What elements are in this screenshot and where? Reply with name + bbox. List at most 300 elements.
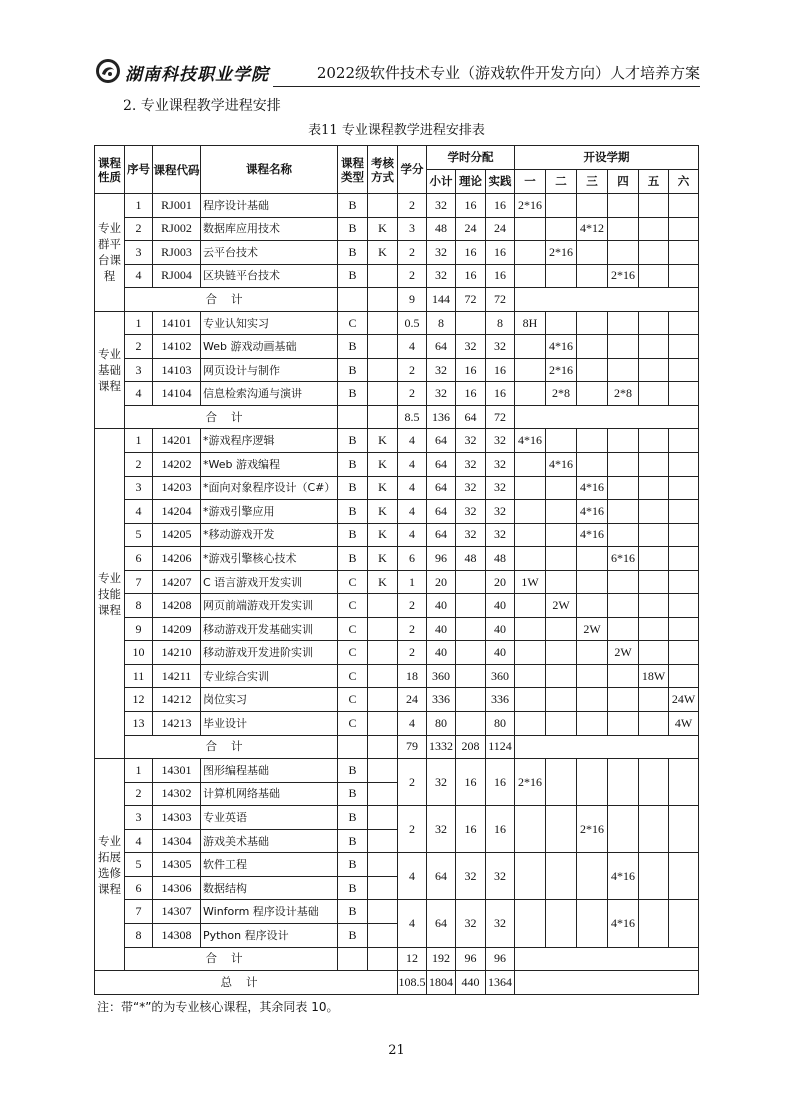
semester-cell: [669, 523, 699, 547]
hours-theory-cell: 64: [456, 405, 486, 429]
hours-total-cell: 32: [427, 241, 456, 265]
seq-cell: 2: [125, 453, 153, 477]
semester-cell: [669, 311, 699, 335]
header-sem-4: 四: [608, 170, 639, 194]
semester-cell: [639, 806, 669, 853]
semester-cell: [577, 382, 608, 406]
hours-total-cell: 32: [427, 382, 456, 406]
hours-total-cell: 64: [427, 500, 456, 524]
hours-practice-cell: 24: [486, 217, 515, 241]
semester-cell: [577, 547, 608, 571]
semester-cell: [577, 664, 608, 688]
subtotal-label: 合计: [125, 735, 338, 759]
code-cell: 14211: [153, 664, 201, 688]
semesters-cell: [515, 971, 699, 995]
category-cell: 专业技能课程: [95, 429, 125, 759]
credit-cell: 2: [398, 759, 427, 806]
table-row: [95, 476, 699, 500]
table-row: [95, 335, 699, 359]
type-cell: B: [338, 335, 368, 359]
hours-theory-cell: 16: [456, 194, 486, 218]
semester-cell: [515, 806, 546, 853]
semester-cell: [608, 664, 639, 688]
course-schedule-table: [94, 145, 699, 995]
table-row: [95, 547, 699, 571]
course-name-cell: 网页设计与制作: [201, 358, 338, 382]
exam-cell: [368, 311, 398, 335]
hours-practice-cell: 336: [486, 688, 515, 712]
type-cell: [338, 947, 368, 971]
credit-cell: 2: [398, 806, 427, 853]
semester-cell: [546, 476, 577, 500]
header-hours-practice: 实践: [486, 170, 515, 194]
semester-cell: [577, 429, 608, 453]
table-row: [95, 759, 699, 783]
page-number: 21: [388, 1043, 405, 1058]
code-cell: 14306: [153, 876, 201, 900]
header-sem-6: 六: [669, 170, 699, 194]
code-cell: 14213: [153, 712, 201, 736]
semester-cell: [669, 641, 699, 665]
semester-cell: [669, 570, 699, 594]
credit-cell: 2: [398, 241, 427, 265]
semester-cell: [546, 500, 577, 524]
hours-theory-cell: 16: [456, 241, 486, 265]
semester-cell: [608, 712, 639, 736]
exam-cell: [368, 688, 398, 712]
hours-practice-cell: 16: [486, 759, 515, 806]
hours-total-cell: 8: [427, 311, 456, 335]
type-cell: B: [338, 829, 368, 853]
credit-cell: 4: [398, 900, 427, 947]
header-exam: 考核方式: [368, 146, 398, 194]
hours-practice-cell: 16: [486, 382, 515, 406]
course-name-cell: *游戏引擎核心技术: [201, 547, 338, 571]
hours-total-cell: 144: [427, 288, 456, 312]
course-name-cell: 云平台技术: [201, 241, 338, 265]
course-name-cell: *游戏程序逻辑: [201, 429, 338, 453]
hours-theory-cell: [456, 311, 486, 335]
category-cell: 专业拓展选修课程: [95, 759, 125, 971]
hours-practice-cell: 32: [486, 900, 515, 947]
hours-theory-cell: 16: [456, 382, 486, 406]
table-row: [95, 664, 699, 688]
semester-cell: [639, 900, 669, 947]
code-cell: 14302: [153, 782, 201, 806]
header-sem-1: 一: [515, 170, 546, 194]
semester-cell: 8H: [515, 311, 546, 335]
hours-total-cell: 40: [427, 617, 456, 641]
semester-cell: [639, 594, 669, 618]
credit-cell: 2: [398, 617, 427, 641]
exam-cell: [368, 759, 398, 783]
semester-cell: [639, 476, 669, 500]
hours-total-cell: 80: [427, 712, 456, 736]
semester-cell: [639, 311, 669, 335]
hours-practice-cell: 80: [486, 712, 515, 736]
credit-cell: 12: [398, 947, 427, 971]
exam-cell: [368, 900, 398, 924]
hours-practice-cell: 16: [486, 264, 515, 288]
semester-cell: 2*16: [515, 759, 546, 806]
semester-cell: 1W: [515, 570, 546, 594]
course-name-cell: 移动游戏开发进阶实训: [201, 641, 338, 665]
semester-cell: [639, 712, 669, 736]
seq-cell: 1: [125, 311, 153, 335]
code-cell: 14101: [153, 311, 201, 335]
semester-cell: 18W: [639, 664, 669, 688]
code-cell: 14204: [153, 500, 201, 524]
course-name-cell: Python 程序设计: [201, 923, 338, 947]
type-cell: [338, 405, 368, 429]
subtotal-row: [95, 947, 699, 971]
seq-cell: 5: [125, 853, 153, 877]
credit-cell: 108.5: [398, 971, 427, 995]
semester-cell: 2W: [577, 617, 608, 641]
semester-cell: [608, 759, 639, 806]
code-cell: 14102: [153, 335, 201, 359]
hours-theory-cell: [456, 570, 486, 594]
code-cell: 14202: [153, 453, 201, 477]
semester-cell: [515, 264, 546, 288]
hours-practice-cell: 16: [486, 194, 515, 218]
semester-cell: [546, 311, 577, 335]
semester-cell: [639, 241, 669, 265]
hours-practice-cell: 32: [486, 335, 515, 359]
semester-cell: [669, 594, 699, 618]
hours-total-cell: 64: [427, 429, 456, 453]
table-row: [95, 853, 699, 877]
semester-cell: [546, 759, 577, 806]
semester-cell: [577, 688, 608, 712]
header-sem-3: 三: [577, 170, 608, 194]
hours-total-cell: 1804: [427, 971, 456, 995]
hours-total-cell: 48: [427, 217, 456, 241]
type-cell: B: [338, 806, 368, 830]
seq-cell: 3: [125, 358, 153, 382]
credit-cell: 2: [398, 382, 427, 406]
semester-cell: [669, 194, 699, 218]
course-name-cell: 程序设计基础: [201, 194, 338, 218]
course-name-cell: 网页前端游戏开发实训: [201, 594, 338, 618]
exam-cell: [368, 782, 398, 806]
hours-theory-cell: 16: [456, 759, 486, 806]
semester-cell: [546, 547, 577, 571]
type-cell: C: [338, 570, 368, 594]
course-name-cell: Web 游戏动画基础: [201, 335, 338, 359]
credit-cell: 2: [398, 358, 427, 382]
semester-cell: [669, 664, 699, 688]
page-header: [95, 56, 700, 88]
semester-cell: [639, 523, 669, 547]
code-cell: 14305: [153, 853, 201, 877]
semester-cell: [669, 217, 699, 241]
table-row: [95, 712, 699, 736]
exam-cell: [368, 853, 398, 877]
credit-cell: 1: [398, 570, 427, 594]
semester-cell: [608, 570, 639, 594]
semester-cell: [639, 217, 669, 241]
type-cell: B: [338, 382, 368, 406]
semester-cell: 2W: [546, 594, 577, 618]
header-code: 课程代码: [153, 146, 201, 194]
semester-cell: [639, 382, 669, 406]
semester-cell: [546, 664, 577, 688]
hours-total-cell: 32: [427, 264, 456, 288]
semester-cell: 4*16: [577, 500, 608, 524]
seq-cell: 2: [125, 335, 153, 359]
semester-cell: [515, 335, 546, 359]
table-row: [95, 900, 699, 924]
table-caption: 表11 专业课程教学进程安排表: [308, 123, 485, 138]
hours-theory-cell: 72: [456, 288, 486, 312]
semester-cell: [669, 241, 699, 265]
semester-cell: [577, 241, 608, 265]
semester-cell: 2*16: [515, 194, 546, 218]
table-row: [95, 594, 699, 618]
header-semesters: 开设学期: [515, 146, 699, 170]
seq-cell: 1: [125, 194, 153, 218]
credit-cell: 2: [398, 594, 427, 618]
semester-cell: [608, 476, 639, 500]
seq-cell: 6: [125, 876, 153, 900]
type-cell: B: [338, 429, 368, 453]
seq-cell: 2: [125, 217, 153, 241]
course-name-cell: C 语言游戏开发实训: [201, 570, 338, 594]
type-cell: [338, 735, 368, 759]
semester-cell: [608, 241, 639, 265]
course-name-cell: 游戏美术基础: [201, 829, 338, 853]
subtotal-row: [95, 405, 699, 429]
table-note: 注：带“*”的为专业核心课程，其余同表 10。: [97, 1000, 339, 1014]
header-sem-2: 二: [546, 170, 577, 194]
exam-cell: K: [368, 453, 398, 477]
subtotal-row: [95, 735, 699, 759]
hours-theory-cell: [456, 641, 486, 665]
credit-cell: 6: [398, 547, 427, 571]
table-row: [95, 688, 699, 712]
seq-cell: 9: [125, 617, 153, 641]
semester-cell: [577, 853, 608, 900]
hours-theory-cell: 32: [456, 335, 486, 359]
seq-cell: 3: [125, 241, 153, 265]
semester-cell: [639, 429, 669, 453]
hours-total-cell: 64: [427, 900, 456, 947]
header-hours-theory: 理论: [456, 170, 486, 194]
hours-practice-cell: 32: [486, 476, 515, 500]
exam-cell: [368, 876, 398, 900]
exam-cell: K: [368, 429, 398, 453]
type-cell: B: [338, 923, 368, 947]
code-cell: 14307: [153, 900, 201, 924]
header-credit: 学分: [398, 146, 427, 194]
hours-total-cell: 64: [427, 453, 456, 477]
table-row: [95, 358, 699, 382]
seq-cell: 12: [125, 688, 153, 712]
exam-cell: [368, 806, 398, 830]
table-row: [95, 500, 699, 524]
hours-total-cell: 64: [427, 476, 456, 500]
credit-cell: 4: [398, 853, 427, 900]
semester-cell: [669, 806, 699, 853]
semester-cell: [639, 853, 669, 900]
table-row: [95, 806, 699, 830]
hours-theory-cell: 208: [456, 735, 486, 759]
semester-cell: [639, 759, 669, 806]
semester-cell: [577, 759, 608, 806]
credit-cell: 9: [398, 288, 427, 312]
semester-cell: [546, 617, 577, 641]
table-row: [95, 453, 699, 477]
hours-practice-cell: 1124: [486, 735, 515, 759]
course-name-cell: 数据库应用技术: [201, 217, 338, 241]
header-hours-total: 小计: [427, 170, 456, 194]
hours-practice-cell: 1364: [486, 971, 515, 995]
exam-cell: K: [368, 217, 398, 241]
hours-theory-cell: 16: [456, 264, 486, 288]
semester-cell: 4*16: [577, 476, 608, 500]
hours-practice-cell: 96: [486, 947, 515, 971]
credit-cell: 18: [398, 664, 427, 688]
table-body: [95, 194, 699, 995]
semesters-cell: [515, 405, 699, 429]
exam-cell: K: [368, 547, 398, 571]
school-logo-icon: [95, 58, 121, 84]
course-name-cell: Winform 程序设计基础: [201, 900, 338, 924]
school-name: 湖南科技职业学院: [125, 65, 269, 85]
semester-cell: [577, 358, 608, 382]
semester-cell: [515, 664, 546, 688]
credit-cell: 3: [398, 217, 427, 241]
semester-cell: [669, 759, 699, 806]
exam-cell: [368, 194, 398, 218]
semester-cell: [669, 547, 699, 571]
hours-total-cell: 32: [427, 358, 456, 382]
type-cell: [338, 288, 368, 312]
semester-cell: [639, 547, 669, 571]
semester-cell: [608, 311, 639, 335]
table-row: [95, 241, 699, 265]
semester-cell: [515, 241, 546, 265]
course-name-cell: 软件工程: [201, 853, 338, 877]
semester-cell: [546, 523, 577, 547]
hours-total-cell: 20: [427, 570, 456, 594]
exam-cell: [368, 405, 398, 429]
credit-cell: 4: [398, 500, 427, 524]
semester-cell: [515, 712, 546, 736]
credit-cell: 4: [398, 335, 427, 359]
type-cell: C: [338, 641, 368, 665]
semester-cell: [577, 900, 608, 947]
credit-cell: 4: [398, 453, 427, 477]
table-row: [95, 264, 699, 288]
semester-cell: [577, 712, 608, 736]
hours-practice-cell: 72: [486, 405, 515, 429]
semester-cell: [546, 264, 577, 288]
hours-theory-cell: 32: [456, 853, 486, 900]
hours-practice-cell: 40: [486, 594, 515, 618]
hours-total-cell: 192: [427, 947, 456, 971]
semester-cell: [669, 382, 699, 406]
course-name-cell: 岗位实习: [201, 688, 338, 712]
header-name: 课程名称: [201, 146, 338, 194]
semester-cell: 24W: [669, 688, 699, 712]
credit-cell: 79: [398, 735, 427, 759]
semester-cell: [515, 476, 546, 500]
hours-theory-cell: 48: [456, 547, 486, 571]
semester-cell: [669, 429, 699, 453]
semester-cell: [515, 900, 546, 947]
table-row: [95, 641, 699, 665]
code-cell: RJ002: [153, 217, 201, 241]
hours-practice-cell: 16: [486, 241, 515, 265]
semester-cell: [639, 358, 669, 382]
semester-cell: [669, 358, 699, 382]
semester-cell: 6*16: [608, 547, 639, 571]
seq-cell: 2: [125, 782, 153, 806]
table-row: [95, 217, 699, 241]
semester-cell: 2W: [608, 641, 639, 665]
exam-cell: K: [368, 476, 398, 500]
hours-total-cell: 336: [427, 688, 456, 712]
exam-cell: [368, 641, 398, 665]
seq-cell: 1: [125, 759, 153, 783]
course-name-cell: *游戏引擎应用: [201, 500, 338, 524]
semester-cell: [546, 570, 577, 594]
semester-cell: [546, 194, 577, 218]
exam-cell: K: [368, 570, 398, 594]
semester-cell: [546, 429, 577, 453]
code-cell: 14103: [153, 358, 201, 382]
semester-cell: [515, 523, 546, 547]
subtotal-label: 合计: [125, 405, 338, 429]
semester-cell: 2*16: [546, 241, 577, 265]
type-cell: B: [338, 217, 368, 241]
semester-cell: [515, 641, 546, 665]
semester-cell: 4*16: [515, 429, 546, 453]
seq-cell: 5: [125, 523, 153, 547]
table-row: [95, 311, 699, 335]
hours-total-cell: 64: [427, 853, 456, 900]
semester-cell: [669, 900, 699, 947]
code-cell: 14209: [153, 617, 201, 641]
semester-cell: [669, 617, 699, 641]
semesters-cell: [515, 288, 699, 312]
semester-cell: 2*16: [577, 806, 608, 853]
exam-cell: [368, 617, 398, 641]
table-row: [95, 194, 699, 218]
semester-cell: [546, 641, 577, 665]
course-name-cell: 图形编程基础: [201, 759, 338, 783]
credit-cell: 4: [398, 476, 427, 500]
course-name-cell: 数据结构: [201, 876, 338, 900]
subtotal-label: 合计: [125, 947, 338, 971]
category-cell: 专业群平台课程: [95, 194, 125, 312]
header-hours: 学时分配: [427, 146, 515, 170]
credit-cell: 2: [398, 641, 427, 665]
hours-total-cell: 64: [427, 523, 456, 547]
hours-theory-cell: 440: [456, 971, 486, 995]
type-cell: B: [338, 264, 368, 288]
semester-cell: [515, 500, 546, 524]
type-cell: B: [338, 523, 368, 547]
seq-cell: 7: [125, 570, 153, 594]
exam-cell: K: [368, 500, 398, 524]
exam-cell: [368, 594, 398, 618]
semester-cell: [639, 194, 669, 218]
semester-cell: [577, 641, 608, 665]
exam-cell: [368, 264, 398, 288]
